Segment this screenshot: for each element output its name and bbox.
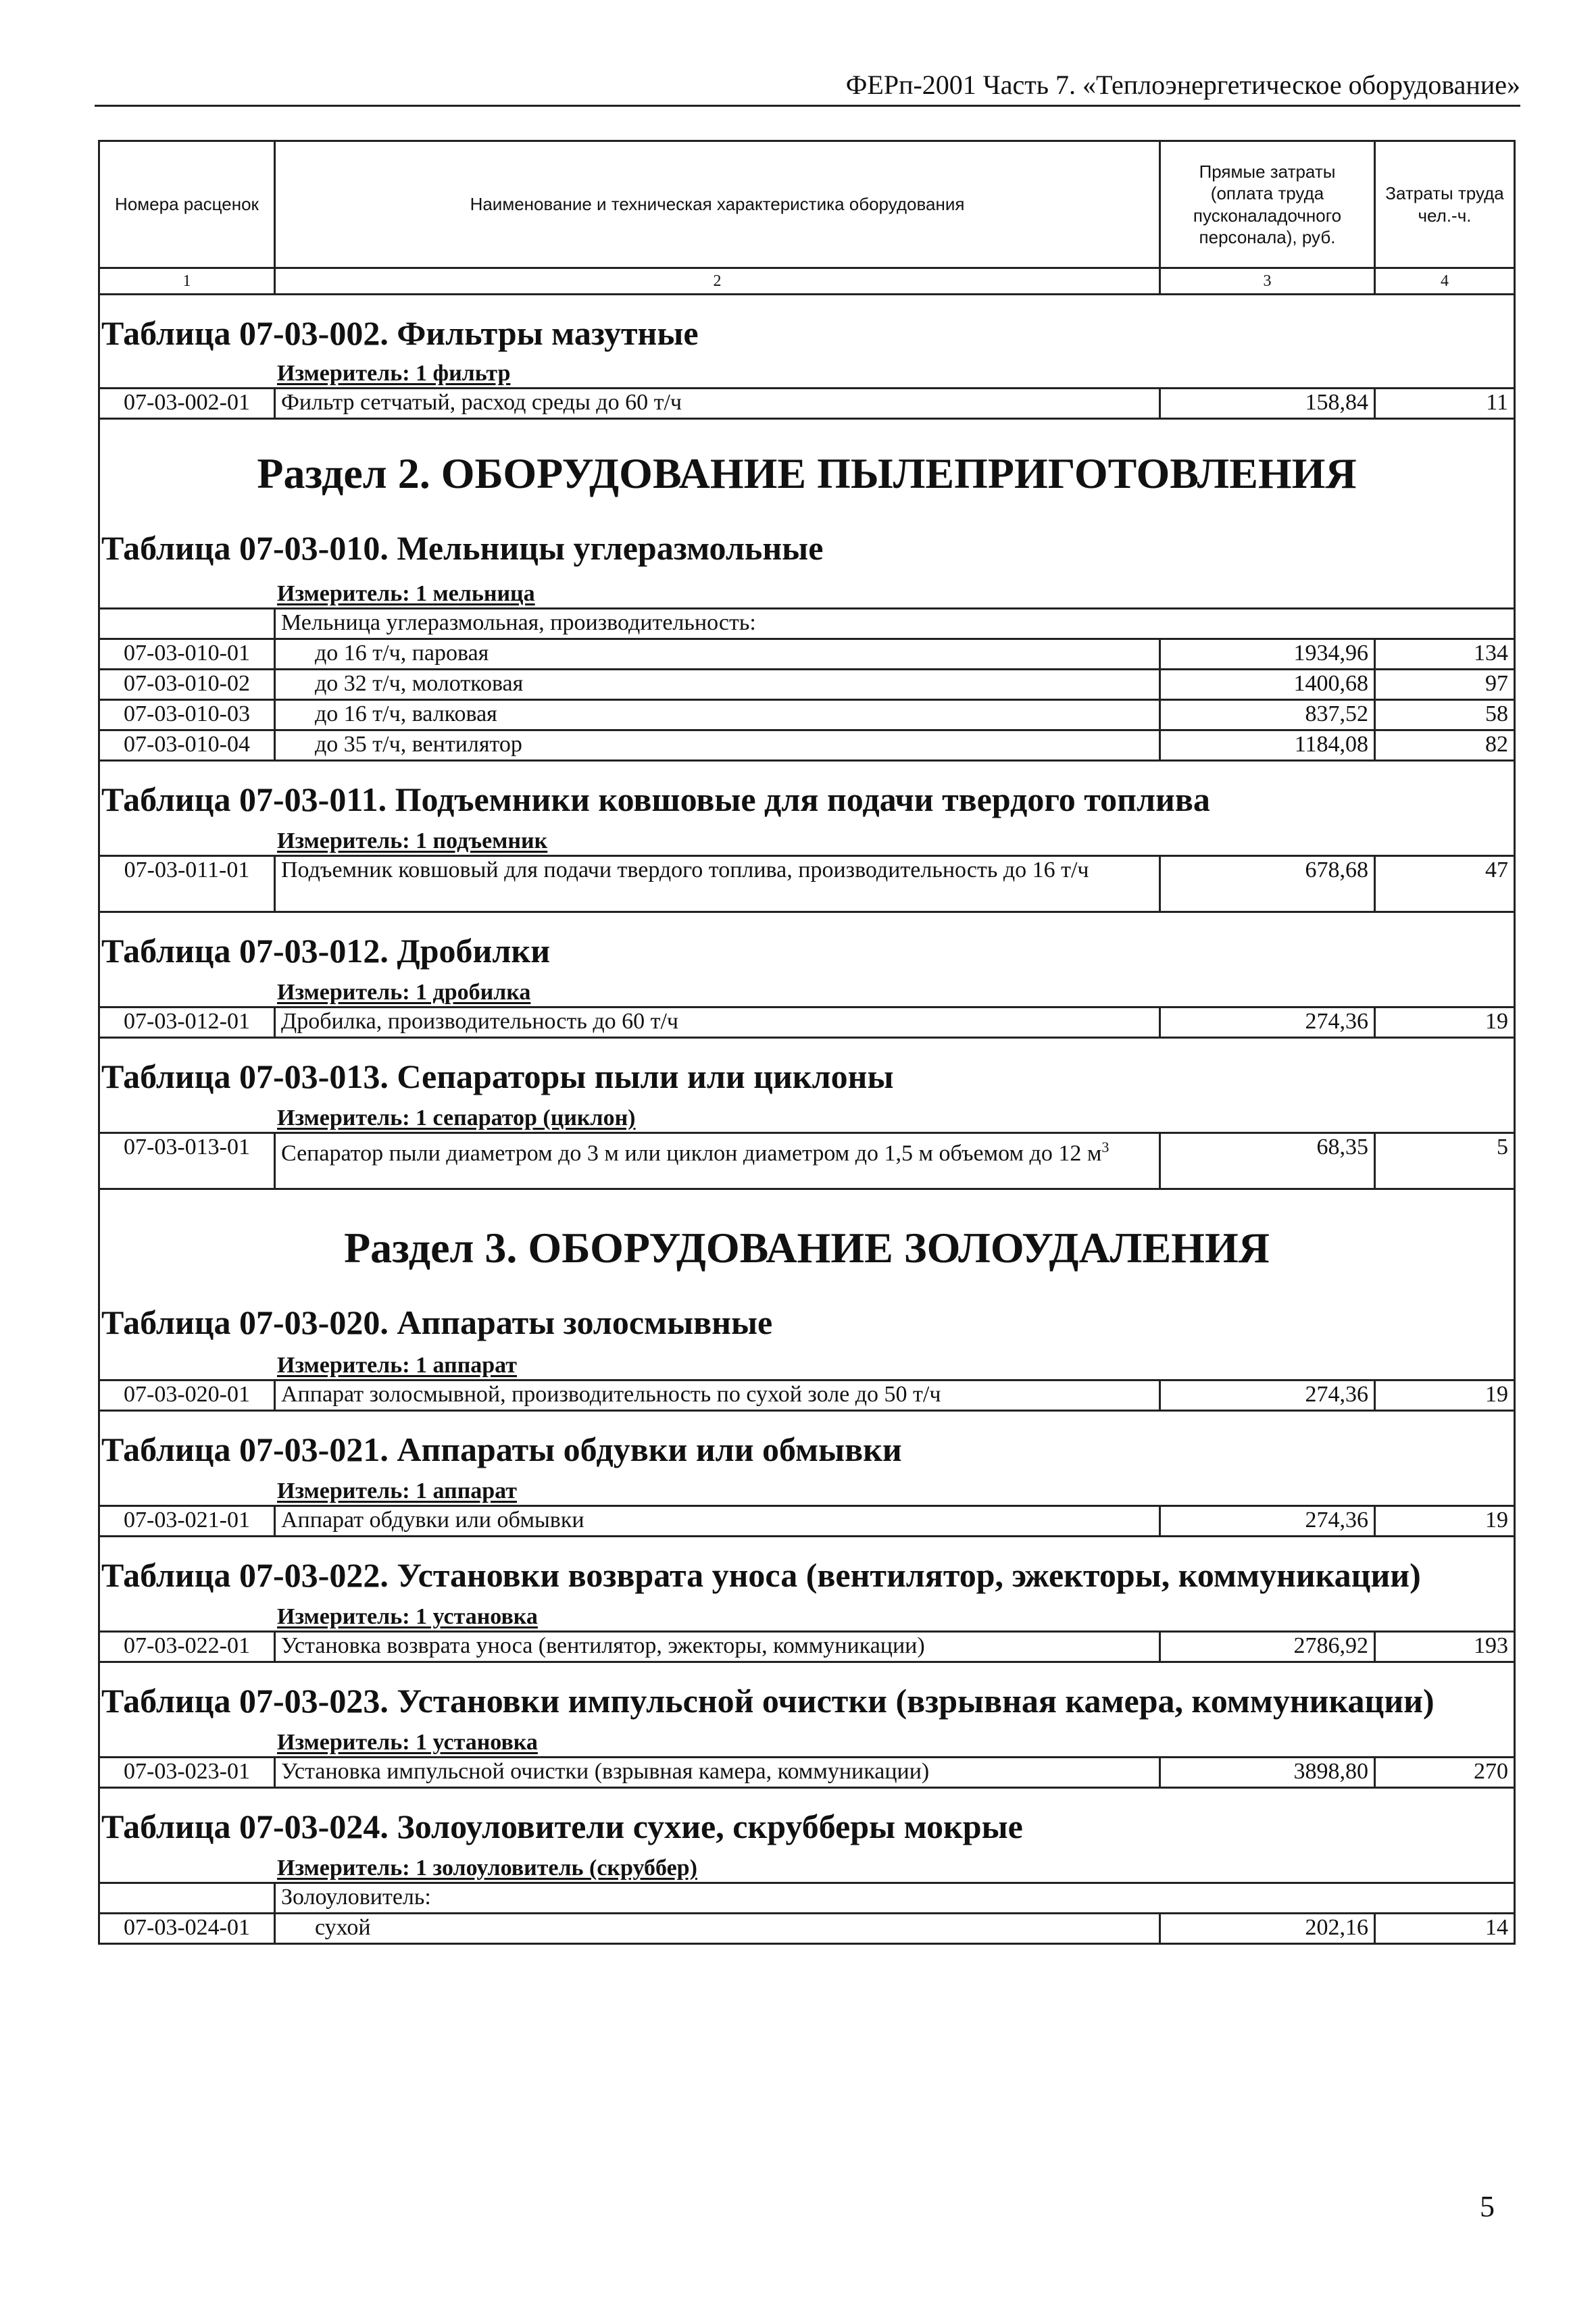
rate-labor: 19 <box>1485 1009 1508 1034</box>
table-row <box>100 1631 1514 1661</box>
rate-name: Аппарат обдувки или обмывки <box>276 1507 1161 1535</box>
rate-code: 07-03-010-02 <box>100 670 276 699</box>
rate-labor: 97 <box>1485 671 1508 696</box>
table-measure: Измеритель: 1 мельница <box>277 581 535 606</box>
rate-code: 07-03-020-01 <box>100 1381 276 1410</box>
table-title: Таблица 07-03-012. Дробилки <box>101 932 551 970</box>
table-measure: Измеритель: 1 аппарат <box>277 1478 518 1503</box>
unit-exponent: 3 <box>1101 1139 1109 1155</box>
table-measure: Измеритель: 1 аппарат <box>277 1353 518 1378</box>
table-measure: Измеритель: 1 установка <box>277 1730 538 1755</box>
table-row <box>100 387 1514 418</box>
col-header-code: Номера расценок <box>100 142 276 267</box>
table-measure: Измеритель: 1 фильтр <box>277 361 511 386</box>
table-row <box>100 1006 1514 1037</box>
col-header-cost: Прямые затраты (оплата труда пусконаладочного персонала), руб. <box>1161 142 1376 267</box>
table-row <box>100 1912 1514 1943</box>
table-title: Таблица 07-03-023. Установки импульсной очистки (взрывная камера, коммуникации) <box>101 1682 1435 1720</box>
rate-labor: 134 <box>1474 641 1508 666</box>
rate-code: 07-03-010-01 <box>100 640 276 668</box>
col-number-1: 1 <box>100 269 276 293</box>
rate-code: 07-03-013-01 <box>100 1134 276 1188</box>
rate-code: 07-03-022-01 <box>100 1633 276 1661</box>
rate-name: сухой <box>276 1914 1161 1943</box>
rate-code: 07-03-012-01 <box>100 1008 276 1037</box>
table-title: Таблица 07-03-010. Мельницы углеразмольные <box>101 529 824 567</box>
table-title: Таблица 07-03-011. Подъемники ковшовые для подачи твердого топлива <box>101 780 1210 818</box>
rate-name: Фильтр сетчатый, расход среды до 60 т/ч <box>276 389 1161 418</box>
table-row <box>100 668 1514 699</box>
rate-cost: 1184,08 <box>1161 731 1376 760</box>
rate-cost: 274,36 <box>1161 1008 1376 1037</box>
rate-cost: 1400,68 <box>1161 670 1376 699</box>
rate-code: 07-03-010-04 <box>100 731 276 760</box>
rate-cost: 274,36 <box>1161 1381 1376 1410</box>
rate-labor: 193 <box>1474 1633 1508 1658</box>
rate-labor: 19 <box>1485 1508 1508 1533</box>
col-number-4: 4 <box>1441 272 1449 290</box>
table-row <box>100 729 1514 760</box>
table-title: Таблица 07-03-020. Аппараты золосмывные <box>101 1303 773 1341</box>
table-measure: Измеритель: 1 золоуловитель (скруббер) <box>277 1856 697 1881</box>
section-title: Раздел 2. ОБОРУДОВАНИЕ ПЫЛЕПРИГОТОВЛЕНИЯ <box>257 449 1357 497</box>
table-group-row <box>100 607 1514 638</box>
rate-name-text: Сепаратор пыли диаметром до 3 м или циклон диаметром до 1,5 м объемом до 12 м <box>281 1141 1102 1166</box>
rate-cost: 274,36 <box>1161 1507 1376 1535</box>
rate-name: Дробилка, производительность до 60 т/ч <box>276 1008 1161 1037</box>
rate-cost: 2786,92 <box>1161 1633 1376 1661</box>
section-title: Раздел 3. ОБОРУДОВАНИЕ ЗОЛОУДАЛЕНИЯ <box>344 1224 1270 1272</box>
rate-name <box>276 1134 1161 1188</box>
rate-labor: 58 <box>1485 701 1508 726</box>
rates-document <box>98 140 1516 1945</box>
group-label: Мельница углеразмольная, производительность: <box>281 610 756 635</box>
rate-code: 07-03-011-01 <box>100 857 276 911</box>
table-row <box>100 1379 1514 1410</box>
table-title: Таблица 07-03-021. Аппараты обдувки или обмывки <box>101 1430 902 1468</box>
page-number: 5 <box>1480 2190 1495 2223</box>
table-group-row <box>100 1882 1514 1912</box>
rate-name: Установка возврата уноса (вентилятор, эжекторы, коммуникации) <box>276 1633 1161 1661</box>
rate-labor: 270 <box>1474 1759 1508 1784</box>
rate-cost: 3898,80 <box>1161 1758 1376 1787</box>
page-header: ФЕРп-2001 Часть 7. «Теплоэнергетическое оборудование» <box>95 69 1520 107</box>
table-measure: Измеритель: 1 подъемник <box>277 828 548 853</box>
table-measure: Измеритель: 1 установка <box>277 1604 538 1629</box>
rate-name: до 35 т/ч, вентилятор <box>276 731 1161 760</box>
rate-code: 07-03-024-01 <box>100 1914 276 1943</box>
table-row <box>100 1505 1514 1535</box>
table-title: Таблица 07-03-024. Золоуловители сухие, скрубберы мокрые <box>101 1808 1023 1845</box>
rate-code: 07-03-002-01 <box>100 389 276 418</box>
rate-cost: 158,84 <box>1161 389 1376 418</box>
table-row <box>100 699 1514 729</box>
rate-labor: 5 <box>1497 1135 1508 1160</box>
table-measure: Измеритель: 1 дробилка <box>277 980 531 1005</box>
table-title: Таблица 07-03-013. Сепараторы пыли или циклоны <box>101 1057 894 1095</box>
group-label: Золоуловитель: <box>281 1885 431 1910</box>
table-row <box>100 855 1514 911</box>
rate-cost: 678,68 <box>1161 857 1376 911</box>
rate-name: Установка импульсной очистки (взрывная камера, коммуникации) <box>276 1758 1161 1787</box>
col-header-name: Наименование и техническая характеристика оборудования <box>276 142 1161 267</box>
rate-labor: 11 <box>1486 390 1508 415</box>
table-row <box>100 1756 1514 1787</box>
rate-labor: 19 <box>1485 1382 1508 1407</box>
col-header-labor: Затраты труда чел.-ч. <box>1385 183 1504 226</box>
rate-labor: 82 <box>1485 732 1508 757</box>
rate-cost: 68,35 <box>1161 1134 1376 1188</box>
rate-name: до 32 т/ч, молотковая <box>276 670 1161 699</box>
col-number-2: 2 <box>276 269 1161 293</box>
rate-labor: 14 <box>1485 1915 1508 1940</box>
col-number-3: 3 <box>1161 269 1376 293</box>
table-measure: Измеритель: 1 сепаратор (циклон) <box>277 1105 636 1130</box>
table-title: Таблица 07-03-002. Фильтры мазутные <box>101 314 699 352</box>
rate-name: до 16 т/ч, паровая <box>276 640 1161 668</box>
table-title: Таблица 07-03-022. Установки возврата уноса (вентилятор, эжекторы, коммуникации) <box>101 1556 1421 1594</box>
rate-code: 07-03-010-03 <box>100 701 276 729</box>
column-number-row <box>100 267 1514 295</box>
rate-cost: 1934,96 <box>1161 640 1376 668</box>
rate-cost: 837,52 <box>1161 701 1376 729</box>
rate-name: Аппарат золосмывной, производительность по сухой золе до 50 т/ч <box>276 1381 1161 1410</box>
table-row <box>100 1132 1514 1188</box>
rate-labor: 47 <box>1485 857 1508 882</box>
rate-name: Подъемник ковшовый для подачи твердого топлива, производительность до 16 т/ч <box>276 857 1161 911</box>
column-header-row <box>100 140 1514 267</box>
rate-cost: 202,16 <box>1161 1914 1376 1943</box>
rate-code: 07-03-021-01 <box>100 1507 276 1535</box>
rate-name: до 16 т/ч, валковая <box>276 701 1161 729</box>
rate-code: 07-03-023-01 <box>100 1758 276 1787</box>
table-row <box>100 638 1514 668</box>
